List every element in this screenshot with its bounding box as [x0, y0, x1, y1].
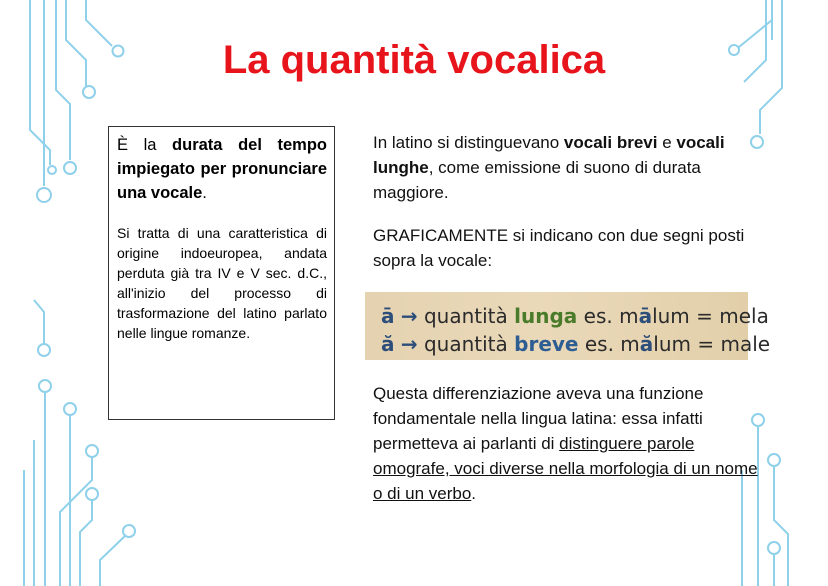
macron-symbol: ā [381, 304, 395, 328]
long-text2: es. m [577, 304, 639, 328]
short-text3: lum = male [653, 332, 771, 356]
short-keyword: breve [514, 332, 579, 356]
closing-text-a: Questa differenziazione aveva una funzione fondamentale nella lingua latina: essa infatti permetteva ai parlanti di [373, 384, 704, 453]
long-text1: quantità [417, 304, 515, 328]
short-example-vowel: ă [639, 332, 654, 356]
intro-text-e: , come emissione di suono di durata maggiore. [373, 158, 701, 202]
long-keyword: lunga [514, 304, 578, 328]
definition-detail: Si tratta di una caratteristica di origine indoeuropea, andata perduta già tra IV e V sec. d.C., all'inizio del processo di trasformazione del latino parlato nelle lingue romanze. [117, 225, 327, 341]
definition-text [117, 133, 327, 205]
arrow-icon: → [400, 304, 418, 328]
right-column-top [373, 130, 758, 273]
closing-paragraph [373, 381, 758, 506]
vowel-marks-box [365, 292, 771, 360]
intro-vocali-brevi: vocali brevi [563, 133, 658, 152]
definition-box [108, 126, 335, 420]
graficamente-paragraph: GRAFICAMENTE si indicano con due segni posti sopra la vocale: [373, 226, 745, 270]
short-vowel-line [381, 332, 770, 356]
intro-text-c: e [657, 133, 677, 152]
long-example-vowel: ā [638, 304, 653, 328]
definition-period: . [202, 184, 207, 202]
arrow-icon: → [400, 332, 418, 356]
slide-title: La quantità vocalica [222, 38, 606, 82]
intro-text-a: In latino si distinguevano [373, 133, 564, 152]
short-text2: es. m [578, 332, 640, 356]
closing-period: . [471, 484, 477, 503]
right-column-bottom [373, 381, 758, 506]
long-text3: lum = mela [652, 304, 769, 328]
intro-paragraph [373, 130, 758, 205]
long-vowel-line [381, 304, 769, 328]
definition-part1: È la [117, 136, 173, 154]
definition-bold: durata del tempo impiegato per pronunciare una vocale [117, 136, 327, 202]
closing-underlined: distinguere parole omografe, voci diverse nella morfologia di un nome o di un verbo [373, 434, 758, 503]
intro-vocali-lunghe: vocali lunghe [373, 133, 725, 177]
short-text1: quantità [417, 332, 515, 356]
breve-symbol: ă [381, 332, 395, 356]
